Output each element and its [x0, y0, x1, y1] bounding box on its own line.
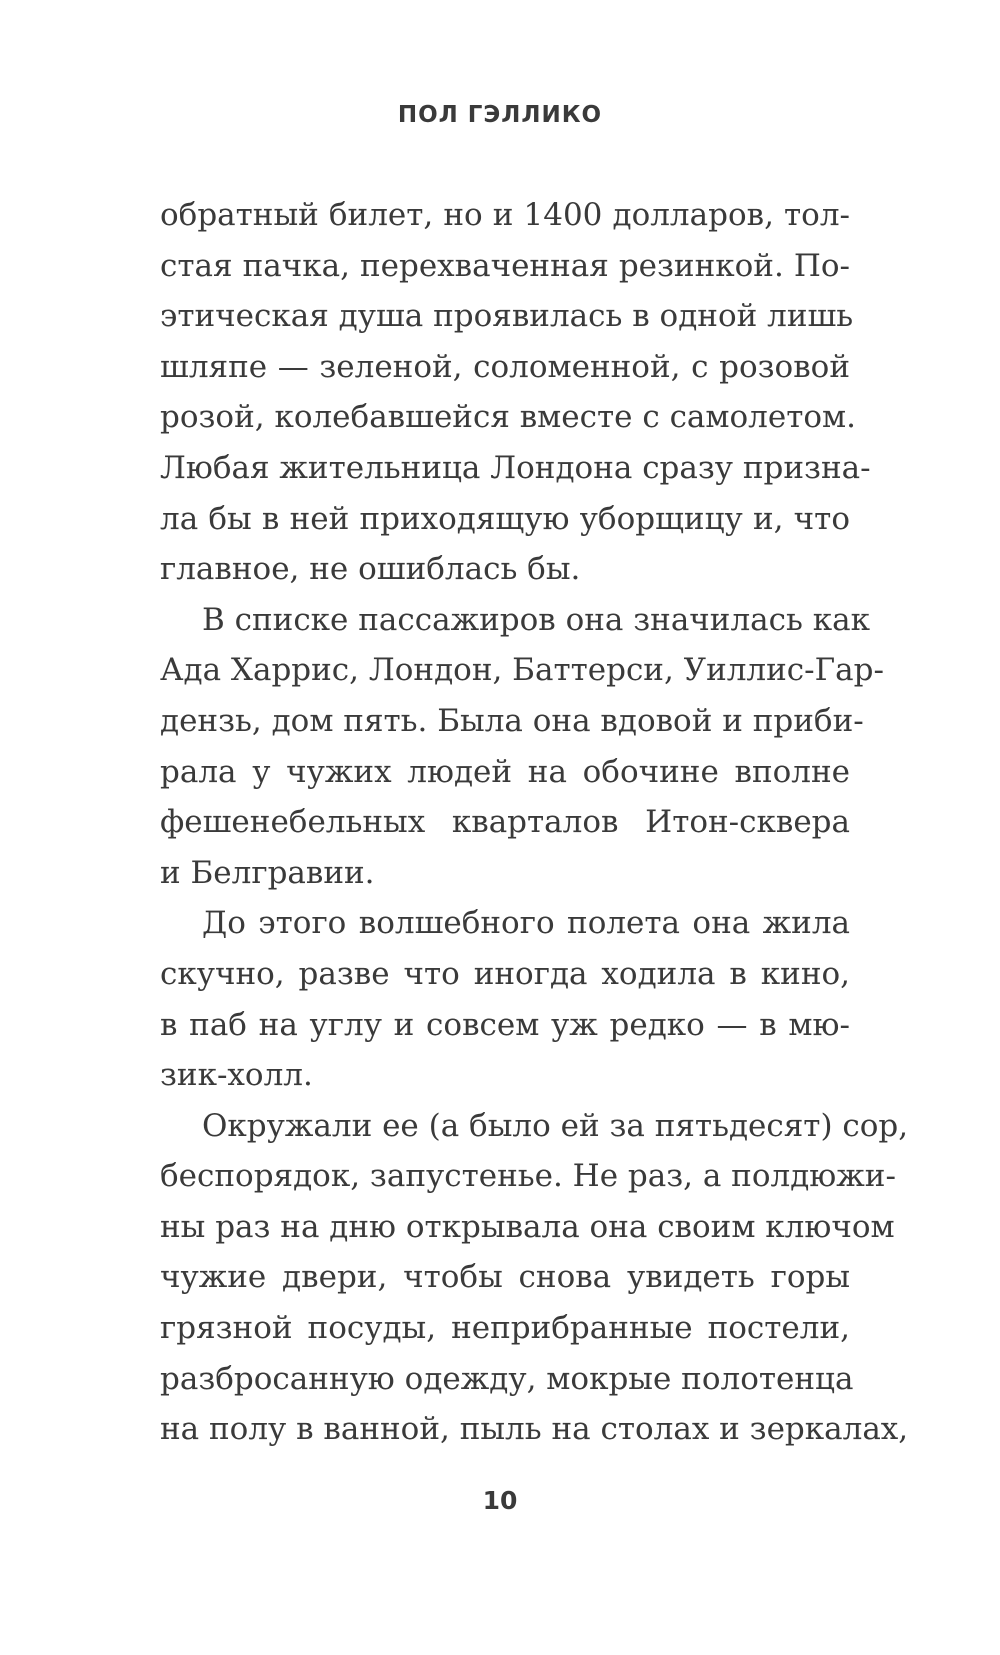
page-number: 10 — [482, 1486, 518, 1515]
text-line: Любая жительница Лондона сразу призна- — [160, 449, 871, 486]
text-line: чужие двери, чтобы снова увидеть горы — [160, 1259, 850, 1296]
text-line: беспорядок, запустенье. Не раз, а полдюжи- — [160, 1158, 896, 1195]
text-line: скучно, разве что иногда ходила в кино, — [160, 955, 850, 992]
text-line: шляпе — зеленой, соломенной, с розовой — [160, 348, 850, 385]
text-line: ны раз на дню открывала она своим ключом — [160, 1208, 895, 1245]
text-line: этическая душа проявилась в одной лишь — [160, 298, 854, 335]
paragraph-2 — [160, 595, 884, 899]
text-line: Ада Харрис, Лондон, Баттерси, Уиллис-Гар- — [160, 652, 884, 689]
text-line: обратный билет, но и 1400 долларов, тол- — [160, 197, 850, 233]
text-line: грязной посуды, неприбранные постели, — [160, 1310, 850, 1347]
text-line: зик-холл. — [160, 1057, 313, 1094]
text-line: розой, колебавшейся вместе с самолетом. — [160, 399, 857, 436]
text-line: стая пачка, перехваченная резинкой. По- — [160, 247, 850, 284]
paragraph-4 — [160, 1101, 909, 1455]
text-line: фешенебельных кварталов Итон-сквера — [160, 804, 850, 841]
text-line: В списке пассажиров она значилась как — [202, 601, 870, 638]
text-line: разбросанную одежду, мокрые полотенца — [160, 1360, 854, 1397]
text-line: главное, не ошиблась бы. — [160, 551, 581, 588]
paragraph-1 — [160, 190, 871, 595]
running-head-author: ПОЛ ГЭЛЛИКО — [397, 102, 603, 128]
text-line: и Белгравии. — [160, 854, 375, 891]
text-line: на полу в ванной, пыль на столах и зеркалах, — [160, 1411, 909, 1448]
text-line: дензь, дом пять. Была она вдовой и приби- — [160, 702, 864, 739]
body-text — [160, 190, 909, 1455]
text-line: Окружали ее (а было ей за пятьдесят) сор, — [202, 1107, 909, 1144]
text-line: в паб на углу и совсем уж редко — в мю- — [160, 1006, 850, 1043]
paragraph-3 — [160, 898, 850, 1100]
text-line: ла бы в ней приходящую уборщицу и, что — [160, 500, 850, 537]
text-line: рала у чужих людей на обочине вполне — [160, 753, 850, 790]
text-line: До этого волшебного полета она жила — [202, 905, 850, 942]
